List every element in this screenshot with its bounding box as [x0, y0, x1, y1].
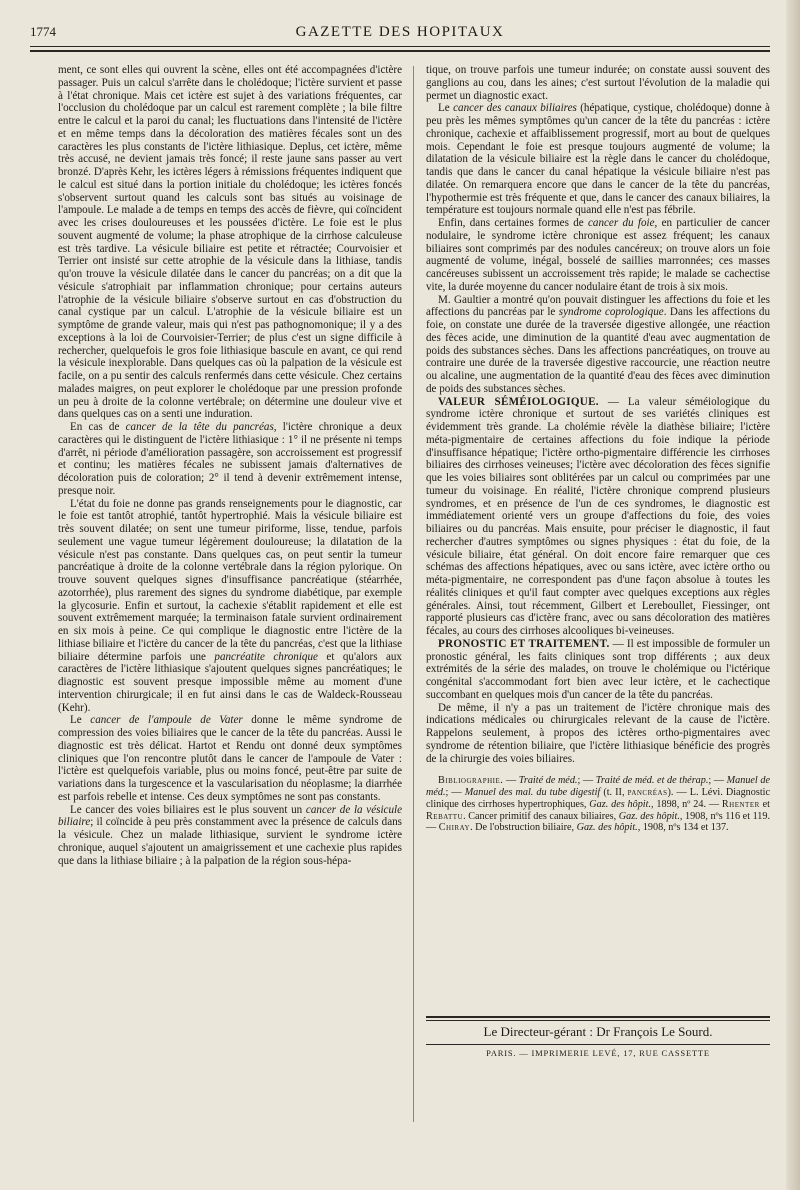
section-heading: PRONOSTIC ET TRAITEMENT. [438, 637, 610, 650]
bibliography: Bibliographie. — Traité de méd.; — Traité de méd. et de thérap.; — Manuel de méd.; — Manuel des mal. du tube digestif (t. II, pancréas). — L. Lévi. Diagnostic clinique des cirrhoses hypertrophiques, Gaz. des hôpit., 1898, nº 24. — Rhenter et Rebattu. Cancer primitif des canaux biliaires, Gaz. des hôpit., 1908, nºs 116 et 119. — Chiray. De l'obstruction biliaire, Gaz. des hôpit., 1908, nºs 134 et 137. [426, 775, 771, 834]
footer-rule [426, 1044, 770, 1045]
page-number: 1774 [30, 24, 56, 39]
paragraph: Le cancer des voies biliaires est le plus souvent un cancer de la vésicule biliaire; il coïncide à peu près constamment avec la présence de calculs dans la vésicule. Chez un malade lithiasique, survient le syndrome ictère chronique, auquel s'ajoutent un amaigrissement et une cachexie plus rapides que dans la lithiase biliaire ; à la palpation de la région sous-hépa- [58, 803, 403, 867]
paragraph: Le cancer des canaux biliaires (hépatique, cystique, cholédoque) donne à peu près les mêmes symptômes qu'un cancer de la tête du pancréas : ictère chronique, cachexie et affaiblissement progressif, mort au bout de quelques mois. Cependant le foie est presque toujours augmenté de volume; la dilatation de la vésicule biliaire est la règle dans le cancer du cholédoque, tandis que dans le cancer du canal hépatique la vésicule biliaire n'est pas dilatée. On remarquera encore que dans le cancer de la tête du pancréas, l'hypothermie est très fréquente et que, dans le cancer des canaux biliaires, la température est toujours normale quand elle n'est pas fébrile. [426, 102, 770, 217]
paragraph: Le cancer de l'ampoule de Vater donne le même syndrome de compression des voies biliaires que le cancer de la tête du pancréas. Aussi le diagnostic est très délicat. Hartot et Rendu ont donné deux symptômes cliniques que l'on rencontre plutôt dans le cancer de l'ampoule de Vater : l'ictère est quelquefois variable, plus ou moins foncé, peut-être par suite de variations dans la turgescence et la vascularisation du néoplasme; la diarrhée est parfois rebelle et intense. Ces deux symptômes ne sont pas constants. [58, 714, 402, 803]
paragraph: Enfin, dans certaines formes de cancer du foie, en particulier de cancer nodulaire, le syndrome ictère chronique est assez fréquent; les canaux biliaires sont comprimés par des nodules cancéreux; on trouve alors un foie augmenté de volume, inégal, bosselé de saillies marronnées; ces masses cancéreuses subissent un accroissement très rapide; le malade se cachectise vite, la durée moyenne du cancer nodulaire étant de trois à six mois. [426, 217, 770, 293]
footer-rule [426, 1020, 770, 1021]
paragraph: En cas de cancer de la tête du pancréas, l'ictère chronique a deux caractères qui le distinguent de l'ictère lithiasique : 1° il ne présente ni temps d'arrêt, ni période d'amélioration passagère, son accroissement est progressif et continu; les matières fécales ne subissent jamais d'alternatives de décoloration puis de coloration; 2° il tend à devenir extrêmement intense, presque noir. [58, 421, 402, 497]
section-valeur: VALEUR SÉMÉIOLOGIQUE. — La valeur séméiologique du syndrome ictère chronique et surtout de ses variétés cliniques est évidemment très grande. La cholémie révèle la diathèse biliaire; l'ictère méta-pigmentaire de certaines affections du foie indique la période d'insuffisance hépatique; l'ictère ortho-pigmentaire différencie les cirrhoses biliaires des cirrhoses veineuses; l'ictère avec décoloration des fèces signifie que les voies biliaires sont oblitérées par un calcul ou comprimées par une tumeur du voisinage. En réalité, l'ictère chronique comprend plusieurs syndromes, et en présence de l'un de ces syndromes, le diagnostic est immédiatement orienté vers un groupe d'affections du foie, des voies biliaires ou du pancréas. Mais ensuite, pour préciser le diagnostic, il faut rechercher d'autres symptômes ou signes physiques : état du foie, de la vésicule biliaire, état général. On doit encore faire remarquer que ces schémas des affections hépatiques, avec ou sans ictère, avec ictère ortho ou méta-pigmentaire, ne correspondent pas d'une façon absolue à toutes les réalités cliniques et qu'il faut compter avec quelques exceptions aux règles générales. Ainsi, tout récemment, Gilbert et Lereboullet, Fiessinger, ont rapporté plusieurs cas d'ictère franc, avec ou sans décoloration des matières fécales, au cours des cirrhoses alcooliques bi-veineuses. [426, 395, 770, 637]
paragraph: De même, il n'y a pas un traitement de l'ictère chronique mais des indications médicales ou chirurgicales relevant de la cause de l'ictère. Rappelons seulement, à propos des ictères ortho-pigmentaires avec syndrome de rétention biliaire, que l'ictère lithiasique bénéficie des progrès de la chirurgie des voies biliaires. [426, 701, 770, 765]
header-rule [30, 46, 770, 47]
printer-imprint: PARIS. — IMPRIMERIE LEVÉ, 17, RUE CASSETTE [486, 1048, 710, 1058]
page-header [30, 24, 770, 46]
header-rule-thick [30, 50, 770, 52]
paragraph: tique, on trouve parfois une tumeur indurée; on constate aussi souvent des ganglions au cou, dans les aines; c'est surtout l'évolution de la maladie qui permet un diagnostic exact. [426, 64, 770, 102]
right-column [426, 64, 770, 834]
director-signature: Le Directeur-gérant : Dr François Le Sourd. [483, 1024, 713, 1039]
left-column [58, 64, 402, 867]
paragraph: ment, ce sont elles qui ouvrent la scène, elles ont été accompagnées d'ictère passager. Puis un calcul s'arrête dans le cholédoque; l'ictère survient et passe à l'état chronique. Mais cet ictère est sujet à des variations fréquentes, car l'occlusion du cholédoque par un calcul est rarement complète ; la bile filtre entre le calcul et la paroi du canal; les fluctuations dans l'intensité de l'ictère et en même temps dans la décoloration des matières fécales sont un des caractères les plus constants de l'ictère lithiasique. Deplus, cet ictère, même très accusé, ne devient jamais très foncé; il reste jaune sans passer au vert bronzé. D'après Kehr, les ictères légers à rémissions fréquentes indiquent que le calcul est situé dans la portion initiale du cholédoque; les ictères foncés s'observent surtout quand les calculs sont bas situés au voisinage de l'ampoule. Le malade a de temps en temps des accès de fièvre, qui coïncident avec les crises douloureuses et les poussées d'ictère. Le foie est le plus souvent augmenté de volume; la phase atrophique de la cirrhose calculeuse est très tardive. La vésicule biliaire est petite et rétractée; Courvoisier et Terrier ont insisté sur cette atrophie de la vésicule dans la lithiase, tandis qu'on trouve la vésicule dilatée dans le cancer du pancréas; on a dit que la vésicule s'atrophiait par inflammation chronique; pour certains auteurs l'atrophie de la vésicule biliaire s'observe surtout en cas d'obstruction du canal cystique par un calcul. L'atrophie de la vésicule biliaire est un symptôme de grande valeur, mais qui n'est pas pathognomonique; il y a des exceptions à la loi de Courvoisier-Terrier; de plus c'est un signe difficile à rechercher, quelquefois le gros foie lithiasique bascule en avant, ce qui rend la vésicule inexplorable. Dans quelques cas où la palpation de la vésicule est facile, on a pu sentir des calculs renfermés dans cette vésicule. Chez certains malades maigres, on peut explorer le cholédoque par une pression profonde un peu à droite de la colonne vertébrale; on détermine une douleur vive et dans quelques cas on a senti une induration. [58, 64, 402, 421]
journal-title: GAZETTE DES HOPITAUX [295, 24, 505, 40]
column-divider [413, 66, 414, 1122]
paragraph: M. Gaultier a montré qu'on pouvait distinguer les affections du foie et les affections du pancréas par le syndrome coprologique. Dans les affections du foie, on constate une durée de la traversée digestive allongée, une réaction des fèces acide, une diminution de la quantité d'eau avec augmentation de poids des substances sèches. Dans les affections pancréatiques, on trouve au contraire une durée de la traversée digestive raccourcie, une réaction neutre ou alcaline, une augmentation de la quantité d'eau des fèces avec diminution de poids des substances sèches. [426, 293, 771, 395]
footer-rule [426, 1016, 770, 1018]
page-spine-shadow [786, 0, 800, 1190]
section-pronostic: PRONOSTIC ET TRAITEMENT. — Il est impossible de formuler un pronostic général, les faits cliniques sont trop différents ; aux deux extrémités de la série des malades, on trouve le cholémique ou l'ictérique congénital s'accommodant fort bien avec leur ictère, et le cachectique succombant en quelques mois d'un cancer de la tête du pancréas. [426, 637, 771, 701]
section-heading: VALEUR SÉMÉIOLOGIQUE. [438, 395, 599, 408]
paragraph: L'état du foie ne donne pas grands renseignements pour le diagnostic, car le foie est tantôt atrophié, tantôt hypertrophié. Mais la vésicule biliaire est très souvent dilatée; on sent une tumeur piriforme, lisse, tendue, parfois seulement une vague tumeur légèrement douloureuse; la dilatation de la vésicule n'est pas constante. Dans quelques cas, on peut sentir la tumeur pancréatique à droite de la colonne vertébrale dans la région pylorique. On trouve souvent quelques signes d'insuffisance pancréatique (stéarrhée, azotorrhée), plus rarement des signes du syndrome diabétique, par exemple la glycosurie. Enfin et surtout, la cachexie s'établit rapidement et elle est souvent extrêmement marquée; la terminaison fatale survient ordinairement en six mois à peine. Ce qui complique le diagnostic entre l'ictère de la lithiase biliaire et l'ictère du cancer de la tête du pancréas, c'est que la lithiase biliaire détermine parfois une pancréatite chronique et qu'alors aux caractères de l'ictère lithiasique s'ajoutent quelques signes pancréatiques; le diagnostic est souvent presque impossible même au moment d'une intervention chirurgicale; il en fut ainsi dans le cas de Waldeck-Rousseau (Kehr). [58, 497, 402, 714]
